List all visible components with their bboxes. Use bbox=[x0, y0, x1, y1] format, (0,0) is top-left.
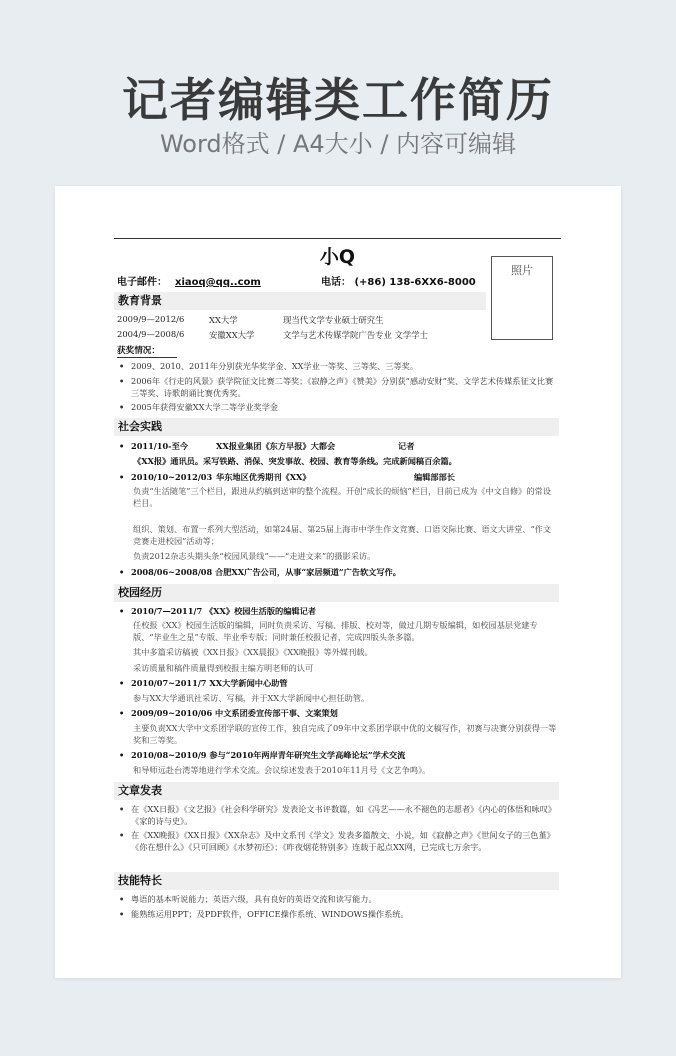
edu-date: 2004/9—2008/6 bbox=[117, 329, 185, 339]
email-link[interactable]: xiaoq@qq..com bbox=[175, 277, 261, 288]
email-line bbox=[117, 273, 261, 288]
photo-box: 照片 bbox=[491, 256, 553, 340]
social-role: 编辑部部长 bbox=[414, 472, 455, 482]
social-item-1 bbox=[119, 440, 559, 452]
phone-line bbox=[321, 273, 476, 288]
award-item: • 2009、2010、2011年分别获光华奖学金、XX学业一等奖、三等奖、三等奖。 bbox=[119, 360, 559, 372]
social-desc: 《XX报》通讯员。采写铁路、消保、突发事故、校园、教育等条线。完成新闻稿百余篇。 bbox=[133, 456, 457, 466]
campus-paragraph: 其中多篇采访稿被《XX日报》《XX晨报》《XX晚报》等外媒刊载。 bbox=[133, 647, 373, 657]
phone-label: 电话： bbox=[321, 277, 351, 288]
social-role: 记者 bbox=[398, 441, 415, 451]
campus-heading: 校园经历 bbox=[114, 584, 559, 602]
edu-school: XX大学 bbox=[209, 315, 238, 325]
skills-heading: 技能特长 bbox=[114, 872, 559, 890]
social-paragraph: 负责“生活随笔”三个栏目，跟进从约稿到送审的整个流程。开创“成长的烦恼”栏目，目前已成为《中文自修》的常设栏目。 bbox=[133, 486, 551, 508]
social-item-2 bbox=[119, 471, 559, 483]
awards-label: 获奖情况： bbox=[117, 344, 177, 358]
campus-paragraph: 参与XX大学通讯社采访、写稿，并于XX大学新闻中心担任助管。 bbox=[133, 693, 370, 703]
campus-item-4: • 2010/08~2010/9 参与“2010年两岸青年研究生文学高峰论坛”学术交流 bbox=[119, 749, 559, 761]
campus-paragraph: 主要负责XX大学中文系团学联的宣传工作，独自完成了09年中文系团学联中优的文稿写作，初赛与决赛分别获得一等奖和三等奖。 bbox=[133, 723, 557, 745]
social-paragraph: 组织、策划、布置一系列大型活动，如第24届、第25届上海市中学生作文竞赛、口语交际比赛、语文大讲堂、“作文竞赛走进校园”活动等； bbox=[133, 524, 552, 546]
campus-item-1: • 2010/7—2011/7 《XX》校园生活版的编辑记者 bbox=[119, 605, 559, 617]
email-label: 电子邮件： bbox=[117, 277, 167, 288]
social-paragraph: 负责2012杂志头期头条“校园风景线”——“走进文来”的摄影采访。 bbox=[133, 551, 376, 561]
social-item-3: • 2008/06~2008/08 合肥XX广告公司，从事“家居频道”广告软文写作。 bbox=[119, 566, 559, 578]
edu-date: 2009/9—2012/6 bbox=[117, 314, 185, 324]
award-item: • 2005年获得安徽XX大学二等学业奖学金 bbox=[119, 401, 559, 413]
campus-paragraph: 和导师远赴台湾等地进行学术交流。会议综述发表于2010年11月号《文艺争鸣》。 bbox=[133, 765, 431, 775]
campus-item-2: • 2010/07~2011/7 XX大学新闻中心助管 bbox=[119, 677, 559, 689]
social-org: 华东地区优秀期刊《XX》 bbox=[216, 472, 311, 482]
skill-item: • 能熟练运用PPT；及PDF软件，OFFICE操作系统、WINDOWS操作系统。 bbox=[119, 908, 559, 920]
social-heading: 社会实践 bbox=[114, 418, 559, 436]
social-date: 2011/10-至今 bbox=[131, 441, 188, 451]
article-item: • 在《XX晚报》《XX日报》《XX杂志》及中文系刊《学文》发表多篇散文、小说，如《寂静之声》《世间女子的三色堇》《你在想什么》《只可回顾》《水梦初还》；《昨夜烟花特别多》连载于起点XX网，已完成七万余字。 bbox=[119, 829, 559, 853]
banner-subtitle: Word格式 / A4大小 / 内容可编辑 bbox=[159, 130, 517, 158]
edu-detail: 现当代文学专业硕士研究生 bbox=[283, 315, 384, 325]
edu-detail: 文学与艺术传媒学院广告专业 文学学士 bbox=[283, 330, 429, 340]
campus-paragraph: 采访质量和稿件质量得到校报主编方明老师的认可 bbox=[133, 663, 314, 673]
campus-paragraph: 任校报《XX》校园生活版的编辑，同时负责采访、写稿、排版、校对等，做过几期专版编辑，如校园基层党建专版、“毕业生之星”专版、毕业季专版；同时兼任校报记者，完成四版头条多篇。 bbox=[133, 620, 538, 642]
edu-row-1 bbox=[117, 314, 384, 325]
resume-page bbox=[55, 186, 621, 978]
edu-row-2 bbox=[117, 329, 429, 340]
phone-value: (+86) 138-6XX6-8000 bbox=[354, 277, 476, 288]
resume-name: 小Q bbox=[319, 246, 356, 268]
edu-school: 安徽XX大学 bbox=[209, 330, 255, 340]
top-divider bbox=[114, 238, 561, 239]
award-item: • 2006年《行走的风景》获学院征文比赛二等奖；《寂静之声》《赞美》分别获“感动安财”奖、文学艺术传媒系征文比赛三等奖、诗歌朗诵比赛优秀奖。 bbox=[119, 375, 559, 399]
article-item: • 在《XX日报》《文艺报》《社会科学研究》发表论文书评数篇，如《冯艺——永不褪色的志愿者》《内心的体悟和咏叹》《家的诗与史》。 bbox=[119, 803, 559, 827]
skill-item: • 粤语的基本听说能力；英语六级，具有良好的英语交流和读写能力。 bbox=[119, 893, 559, 905]
articles-heading: 文章发表 bbox=[114, 782, 559, 800]
campus-item-3: • 2009/09~2010/06 中文系团委宣传部干事、文案策划 bbox=[119, 707, 559, 719]
education-heading: 教育背景 bbox=[114, 292, 486, 310]
banner-title: 记者编辑类工作简历 bbox=[122, 73, 554, 127]
social-date: 2010/10~2012/03 bbox=[131, 472, 213, 482]
social-org: XX报业集团《东方早报》大都会 bbox=[216, 441, 336, 451]
